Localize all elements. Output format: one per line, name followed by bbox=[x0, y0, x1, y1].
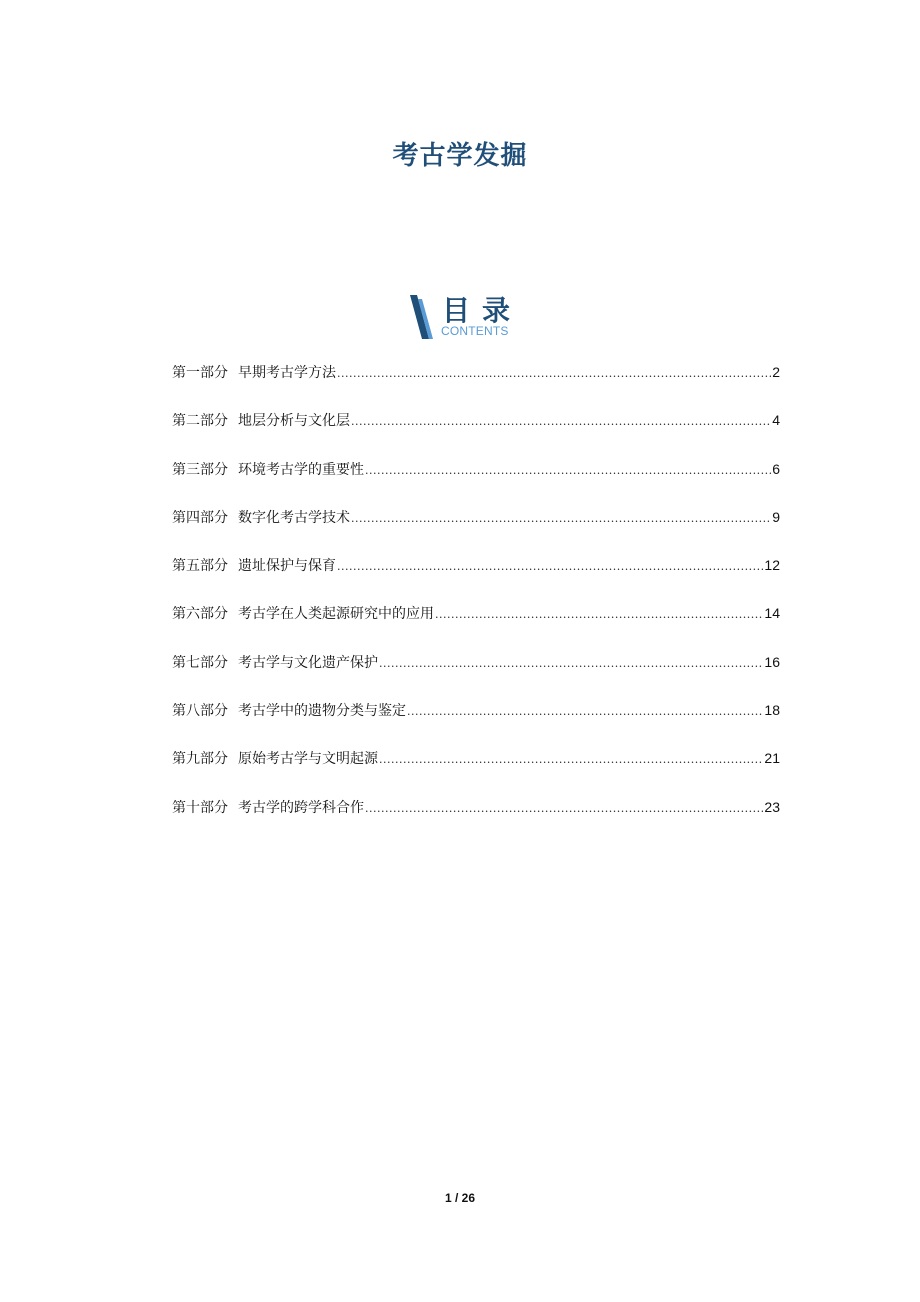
toc-entry-title: 早期考古学方法 bbox=[238, 365, 336, 381]
toc-entry-part: 第十部分 bbox=[172, 799, 228, 816]
toc-entry[interactable] bbox=[172, 700, 780, 748]
toc-entry[interactable] bbox=[172, 507, 780, 555]
toc-entry[interactable] bbox=[172, 555, 780, 603]
toc-heading: 目录 bbox=[442, 294, 523, 327]
toc-dot-leader bbox=[379, 753, 763, 766]
toc-entry-page-number: 16 bbox=[764, 653, 780, 670]
toc-entry-page-number: 6 bbox=[772, 460, 780, 477]
toc-entry[interactable] bbox=[172, 362, 780, 410]
toc-entry-title: 考古学在人类起源研究中的应用 bbox=[238, 606, 434, 623]
toc-entry-part: 第六部分 bbox=[172, 606, 228, 623]
toc-entry-title: 考古学中的遗物分类与鉴定 bbox=[238, 703, 406, 720]
toc-entry[interactable] bbox=[172, 797, 780, 845]
toc-dot-leader bbox=[407, 705, 763, 718]
toc-entry-title: 遗址保护与保育 bbox=[238, 558, 336, 575]
toc-dot-leader bbox=[351, 415, 771, 428]
toc-entry-title: 地层分析与文化层 bbox=[238, 413, 350, 430]
toc-entry-part: 第四部分 bbox=[172, 509, 228, 526]
toc-subheading: CONTENTS bbox=[441, 324, 509, 338]
page-number: 1 / 26 bbox=[444, 1191, 476, 1205]
toc-entry-title: 考古学与文化遗产保护 bbox=[238, 654, 378, 671]
toc-header bbox=[408, 293, 528, 343]
toc-entry[interactable] bbox=[172, 748, 780, 796]
toc-entry[interactable] bbox=[172, 652, 780, 700]
toc-entry[interactable] bbox=[172, 459, 780, 507]
toc-entry-part: 第七部分 bbox=[172, 654, 228, 671]
toc-entry-title: 考古学的跨学科合作 bbox=[238, 799, 364, 816]
toc-dot-leader bbox=[379, 657, 763, 670]
toc-entry-part: 第一部分 bbox=[172, 365, 228, 381]
toc-entry-title: 数字化考古学技术 bbox=[238, 509, 350, 526]
toc-entry-part: 第八部分 bbox=[172, 703, 228, 720]
toc-entry-page-number: 23 bbox=[764, 798, 780, 815]
toc-list bbox=[172, 362, 780, 845]
document-title: 考古学发掘 bbox=[392, 141, 528, 172]
toc-entry-page-number: 18 bbox=[764, 702, 780, 719]
toc-entry-page-number: 21 bbox=[764, 750, 780, 767]
toc-entry-part: 第二部分 bbox=[172, 413, 228, 430]
toc-dot-leader bbox=[435, 608, 763, 621]
toc-entry[interactable] bbox=[172, 410, 780, 458]
toc-dot-leader bbox=[337, 560, 763, 573]
toc-entry[interactable] bbox=[172, 603, 780, 651]
toc-entry-part: 第五部分 bbox=[172, 558, 228, 575]
toc-dot-leader bbox=[337, 367, 771, 380]
toc-entry-page-number: 2 bbox=[772, 364, 780, 380]
slanted-bars-logo-icon bbox=[408, 295, 434, 339]
toc-entry-part: 第三部分 bbox=[172, 461, 228, 478]
toc-entry-page-number: 12 bbox=[764, 557, 780, 574]
toc-entry-page-number: 9 bbox=[772, 508, 780, 525]
toc-dot-leader bbox=[351, 512, 771, 525]
toc-entry-page-number: 4 bbox=[772, 412, 780, 429]
toc-entry-title: 原始考古学与文明起源 bbox=[238, 751, 378, 768]
toc-dot-leader bbox=[365, 464, 771, 477]
toc-entry-title: 环境考古学的重要性 bbox=[238, 461, 364, 478]
toc-dot-leader bbox=[365, 802, 763, 815]
toc-entry-part: 第九部分 bbox=[172, 751, 228, 768]
toc-entry-page-number: 14 bbox=[764, 605, 780, 622]
